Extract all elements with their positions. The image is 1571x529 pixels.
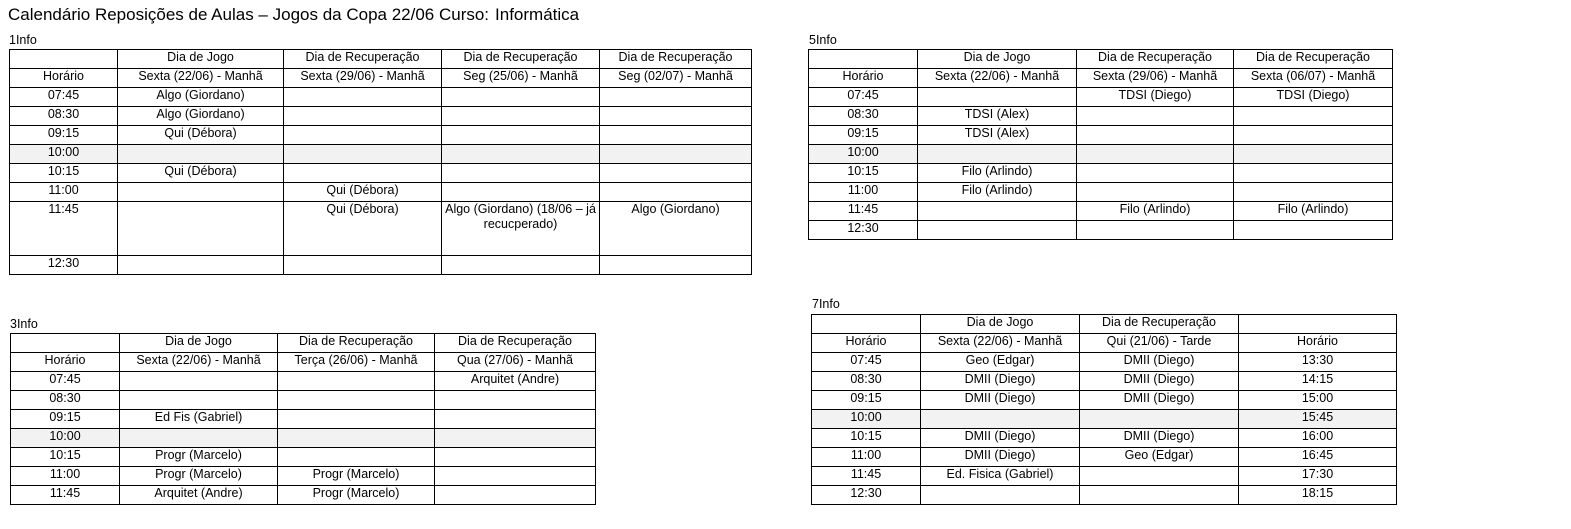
- header-row-top: [10, 50, 752, 69]
- table-cell: 08:30: [809, 107, 918, 126]
- table-row: [10, 256, 752, 275]
- table-cell: [284, 107, 442, 126]
- table-cell: [600, 126, 752, 145]
- table-cell: Sexta (22/06) - Manhã: [918, 69, 1077, 88]
- table-cell: [600, 145, 752, 164]
- table-cell: 11:00: [11, 467, 120, 486]
- table-cell: Dia de Recuperação: [435, 334, 596, 353]
- header-row-top: [11, 334, 596, 353]
- table-cell: [1234, 145, 1393, 164]
- course-name: Informática: [495, 5, 580, 24]
- table-cell: [1234, 107, 1393, 126]
- table-cell: 09:15: [809, 126, 918, 145]
- header-row-dates: [809, 69, 1393, 88]
- table-cell: [284, 145, 442, 164]
- header-row-top: [809, 50, 1393, 69]
- table-row: [11, 486, 596, 505]
- table-cell: [442, 107, 600, 126]
- table-cell: Filo (Arlindo): [918, 183, 1077, 202]
- table-cell: Dia de Recuperação: [1080, 315, 1239, 334]
- header-row-dates: [812, 334, 1397, 353]
- table-row: [812, 372, 1397, 391]
- table-cell: Dia de Recuperação: [284, 50, 442, 69]
- table-cell: [118, 183, 284, 202]
- table-row: [11, 372, 596, 391]
- table-cell: Filo (Arlindo): [1077, 202, 1234, 221]
- table-cell: [1077, 164, 1234, 183]
- table-cell: [435, 429, 596, 448]
- table-cell: [1239, 315, 1397, 334]
- header-row-dates: [10, 69, 752, 88]
- table-cell: Algo (Giordano): [600, 202, 752, 256]
- table-cell: 09:15: [812, 391, 921, 410]
- table-cell: [278, 372, 435, 391]
- table-cell: Ed Fis (Gabriel): [120, 410, 278, 429]
- table-cell: [1234, 164, 1393, 183]
- table-row: [11, 467, 596, 486]
- schedule-table-1info: [9, 49, 752, 275]
- table-cell: 08:30: [11, 391, 120, 410]
- table-cell: 11:45: [10, 202, 118, 256]
- table-cell: [600, 183, 752, 202]
- table-cell: TDSI (Alex): [918, 126, 1077, 145]
- table-row: [10, 164, 752, 183]
- table-row: [11, 410, 596, 429]
- table-cell: [918, 88, 1077, 107]
- table-cell: [120, 429, 278, 448]
- table-cell: [918, 145, 1077, 164]
- schedule-table-3info: [10, 333, 596, 505]
- table-cell: Geo (Edgar): [1080, 448, 1239, 467]
- table-row: [812, 353, 1397, 372]
- table-cell: DMII (Diego): [1080, 353, 1239, 372]
- table-cell: Dia de Recuperação: [442, 50, 600, 69]
- table-cell: Dia de Jogo: [118, 50, 284, 69]
- table-cell: 10:15: [812, 429, 921, 448]
- table-row: [809, 88, 1393, 107]
- label-5info: 5Info: [809, 33, 837, 47]
- table-cell: [1077, 107, 1234, 126]
- table-row: [809, 183, 1393, 202]
- table-cell: Qui (21/06) - Tarde: [1080, 334, 1239, 353]
- table-cell: Sexta (29/06) - Manhã: [284, 69, 442, 88]
- table-cell: 12:30: [809, 221, 918, 240]
- table-cell: [600, 256, 752, 275]
- table-cell: Dia de Recuperação: [278, 334, 435, 353]
- table-cell: Qui (Débora): [118, 126, 284, 145]
- table-cell: [1234, 183, 1393, 202]
- table-cell: Dia de Recuperação: [600, 50, 752, 69]
- table-row: [809, 202, 1393, 221]
- table-row: [812, 410, 1397, 429]
- table-cell: [278, 391, 435, 410]
- table-cell: Qui (Débora): [284, 202, 442, 256]
- table-cell: [1080, 467, 1239, 486]
- table-row: [812, 429, 1397, 448]
- table-cell: [600, 88, 752, 107]
- table-cell: DMII (Diego): [1080, 391, 1239, 410]
- table-cell: [10, 50, 118, 69]
- table-cell: [1080, 410, 1239, 429]
- table-cell: 15:45: [1239, 410, 1397, 429]
- table-row: [809, 145, 1393, 164]
- header-row-dates: [11, 353, 596, 372]
- table-cell: DMII (Diego): [1080, 429, 1239, 448]
- table-cell: TDSI (Alex): [918, 107, 1077, 126]
- table-cell: [812, 315, 921, 334]
- table-row: [809, 221, 1393, 240]
- table-cell: [435, 448, 596, 467]
- table-cell: Algo (Giordano): [118, 107, 284, 126]
- table-cell: [284, 256, 442, 275]
- table-cell: Dia de Recuperação: [1077, 50, 1234, 69]
- table-cell: Qui (Débora): [118, 164, 284, 183]
- table-cell: Filo (Arlindo): [918, 164, 1077, 183]
- table-row: [11, 429, 596, 448]
- table-cell: Sexta (22/06) - Manhã: [118, 69, 284, 88]
- table-cell: Horário: [809, 69, 918, 88]
- table-cell: Horário: [11, 353, 120, 372]
- table-cell: Qua (27/06) - Manhã: [435, 353, 596, 372]
- table-cell: 09:15: [10, 126, 118, 145]
- label-1info: 1Info: [9, 33, 37, 47]
- table-cell: 07:45: [11, 372, 120, 391]
- table-cell: [1234, 126, 1393, 145]
- table-cell: [442, 183, 600, 202]
- table-cell: Progr (Marcelo): [278, 467, 435, 486]
- table-cell: [442, 126, 600, 145]
- table-cell: 11:45: [809, 202, 918, 221]
- table-cell: 17:30: [1239, 467, 1397, 486]
- table-cell: [600, 164, 752, 183]
- table-cell: Arquitet (Andre): [435, 372, 596, 391]
- table-cell: [120, 391, 278, 410]
- table-cell: DMII (Diego): [921, 391, 1080, 410]
- table-row: [10, 145, 752, 164]
- table-cell: [921, 486, 1080, 505]
- table-row: [812, 448, 1397, 467]
- table-row: [809, 126, 1393, 145]
- table-cell: 11:00: [812, 448, 921, 467]
- table-cell: 10:00: [812, 410, 921, 429]
- table-cell: 10:00: [809, 145, 918, 164]
- table-cell: 11:45: [11, 486, 120, 505]
- table-cell: [435, 391, 596, 410]
- table-cell: Sexta (22/06) - Manhã: [120, 353, 278, 372]
- table-cell: 11:45: [812, 467, 921, 486]
- table-cell: [1077, 126, 1234, 145]
- page-title: [8, 5, 579, 25]
- table-cell: TDSI (Diego): [1077, 88, 1234, 107]
- table-cell: [278, 410, 435, 429]
- table-row: [10, 202, 752, 256]
- table-cell: [442, 145, 600, 164]
- table-cell: Seg (25/06) - Manhã: [442, 69, 600, 88]
- table-cell: 10:00: [11, 429, 120, 448]
- table-cell: 08:30: [812, 372, 921, 391]
- table-cell: Horário: [10, 69, 118, 88]
- table-cell: [120, 372, 278, 391]
- table-cell: 14:15: [1239, 372, 1397, 391]
- table-cell: 15:00: [1239, 391, 1397, 410]
- table-cell: 09:15: [11, 410, 120, 429]
- table-cell: Arquitet (Andre): [120, 486, 278, 505]
- table-cell: [1080, 486, 1239, 505]
- table-cell: Dia de Jogo: [918, 50, 1077, 69]
- table-cell: Dia de Jogo: [921, 315, 1080, 334]
- table-row: [812, 391, 1397, 410]
- title-text: Calendário Reposições de Aulas – Jogos da Copa 22/06 Curso:: [8, 5, 490, 24]
- table-row: [812, 467, 1397, 486]
- table-cell: DMII (Diego): [921, 429, 1080, 448]
- table-cell: Dia de Recuperação: [1234, 50, 1393, 69]
- table-cell: Sexta (06/07) - Manhã: [1234, 69, 1393, 88]
- table-cell: Sexta (22/06) - Manhã: [921, 334, 1080, 353]
- table-cell: [284, 88, 442, 107]
- table-cell: 10:15: [11, 448, 120, 467]
- header-row-top: [812, 315, 1397, 334]
- table-row: [10, 107, 752, 126]
- table-row: [809, 107, 1393, 126]
- table-cell: TDSI (Diego): [1234, 88, 1393, 107]
- table-cell: [600, 107, 752, 126]
- table-cell: Progr (Marcelo): [120, 448, 278, 467]
- table-cell: [918, 202, 1077, 221]
- table-cell: Filo (Arlindo): [1234, 202, 1393, 221]
- table-cell: 10:15: [10, 164, 118, 183]
- table-cell: DMII (Diego): [921, 372, 1080, 391]
- table-cell: [118, 202, 284, 256]
- table-cell: [921, 410, 1080, 429]
- table-cell: 07:45: [812, 353, 921, 372]
- table-row: [10, 88, 752, 107]
- table-cell: [1234, 221, 1393, 240]
- table-cell: DMII (Diego): [921, 448, 1080, 467]
- table-row: [11, 391, 596, 410]
- table-cell: [1077, 145, 1234, 164]
- table-cell: Geo (Edgar): [921, 353, 1080, 372]
- table-cell: [918, 221, 1077, 240]
- table-cell: Progr (Marcelo): [120, 467, 278, 486]
- table-cell: Qui (Débora): [284, 183, 442, 202]
- table-cell: [442, 164, 600, 183]
- table-cell: 18:15: [1239, 486, 1397, 505]
- table-cell: [11, 334, 120, 353]
- table-cell: Horário: [812, 334, 921, 353]
- table-row: [11, 448, 596, 467]
- table-cell: [278, 429, 435, 448]
- table-row: [809, 164, 1393, 183]
- table-cell: 16:45: [1239, 448, 1397, 467]
- schedule-table-7info: [811, 314, 1397, 505]
- table-cell: 08:30: [10, 107, 118, 126]
- table-cell: Horário: [1239, 334, 1397, 353]
- table-cell: 13:30: [1239, 353, 1397, 372]
- table-cell: [1077, 221, 1234, 240]
- table-cell: [118, 256, 284, 275]
- table-cell: 10:00: [10, 145, 118, 164]
- table-cell: [284, 164, 442, 183]
- table-cell: 07:45: [809, 88, 918, 107]
- table-cell: [278, 448, 435, 467]
- table-cell: Sexta (29/06) - Manhã: [1077, 69, 1234, 88]
- table-cell: 07:45: [10, 88, 118, 107]
- table-cell: [284, 126, 442, 145]
- table-cell: DMII (Diego): [1080, 372, 1239, 391]
- table-cell: Seg (02/07) - Manhã: [600, 69, 752, 88]
- table-row: [10, 126, 752, 145]
- table-row: [812, 486, 1397, 505]
- table-cell: 11:00: [10, 183, 118, 202]
- table-cell: [442, 256, 600, 275]
- label-3info: 3Info: [10, 317, 38, 331]
- table-cell: [809, 50, 918, 69]
- table-row: [10, 183, 752, 202]
- table-cell: Dia de Jogo: [120, 334, 278, 353]
- table-cell: [1077, 183, 1234, 202]
- table-cell: Progr (Marcelo): [278, 486, 435, 505]
- table-cell: Algo (Giordano): [118, 88, 284, 107]
- table-cell: Terça (26/06) - Manhã: [278, 353, 435, 372]
- table-cell: 16:00: [1239, 429, 1397, 448]
- schedule-table-5info: [808, 49, 1393, 240]
- table-cell: 12:30: [10, 256, 118, 275]
- label-7info: 7Info: [812, 297, 840, 311]
- table-cell: [442, 88, 600, 107]
- table-cell: [118, 145, 284, 164]
- table-cell: [435, 467, 596, 486]
- table-cell: Algo (Giordano) (18/06 – já recucperado): [442, 202, 600, 256]
- table-cell: 10:15: [809, 164, 918, 183]
- table-cell: 11:00: [809, 183, 918, 202]
- table-cell: Ed. Fisica (Gabriel): [921, 467, 1080, 486]
- table-cell: 12:30: [812, 486, 921, 505]
- table-cell: [435, 486, 596, 505]
- table-cell: [435, 410, 596, 429]
